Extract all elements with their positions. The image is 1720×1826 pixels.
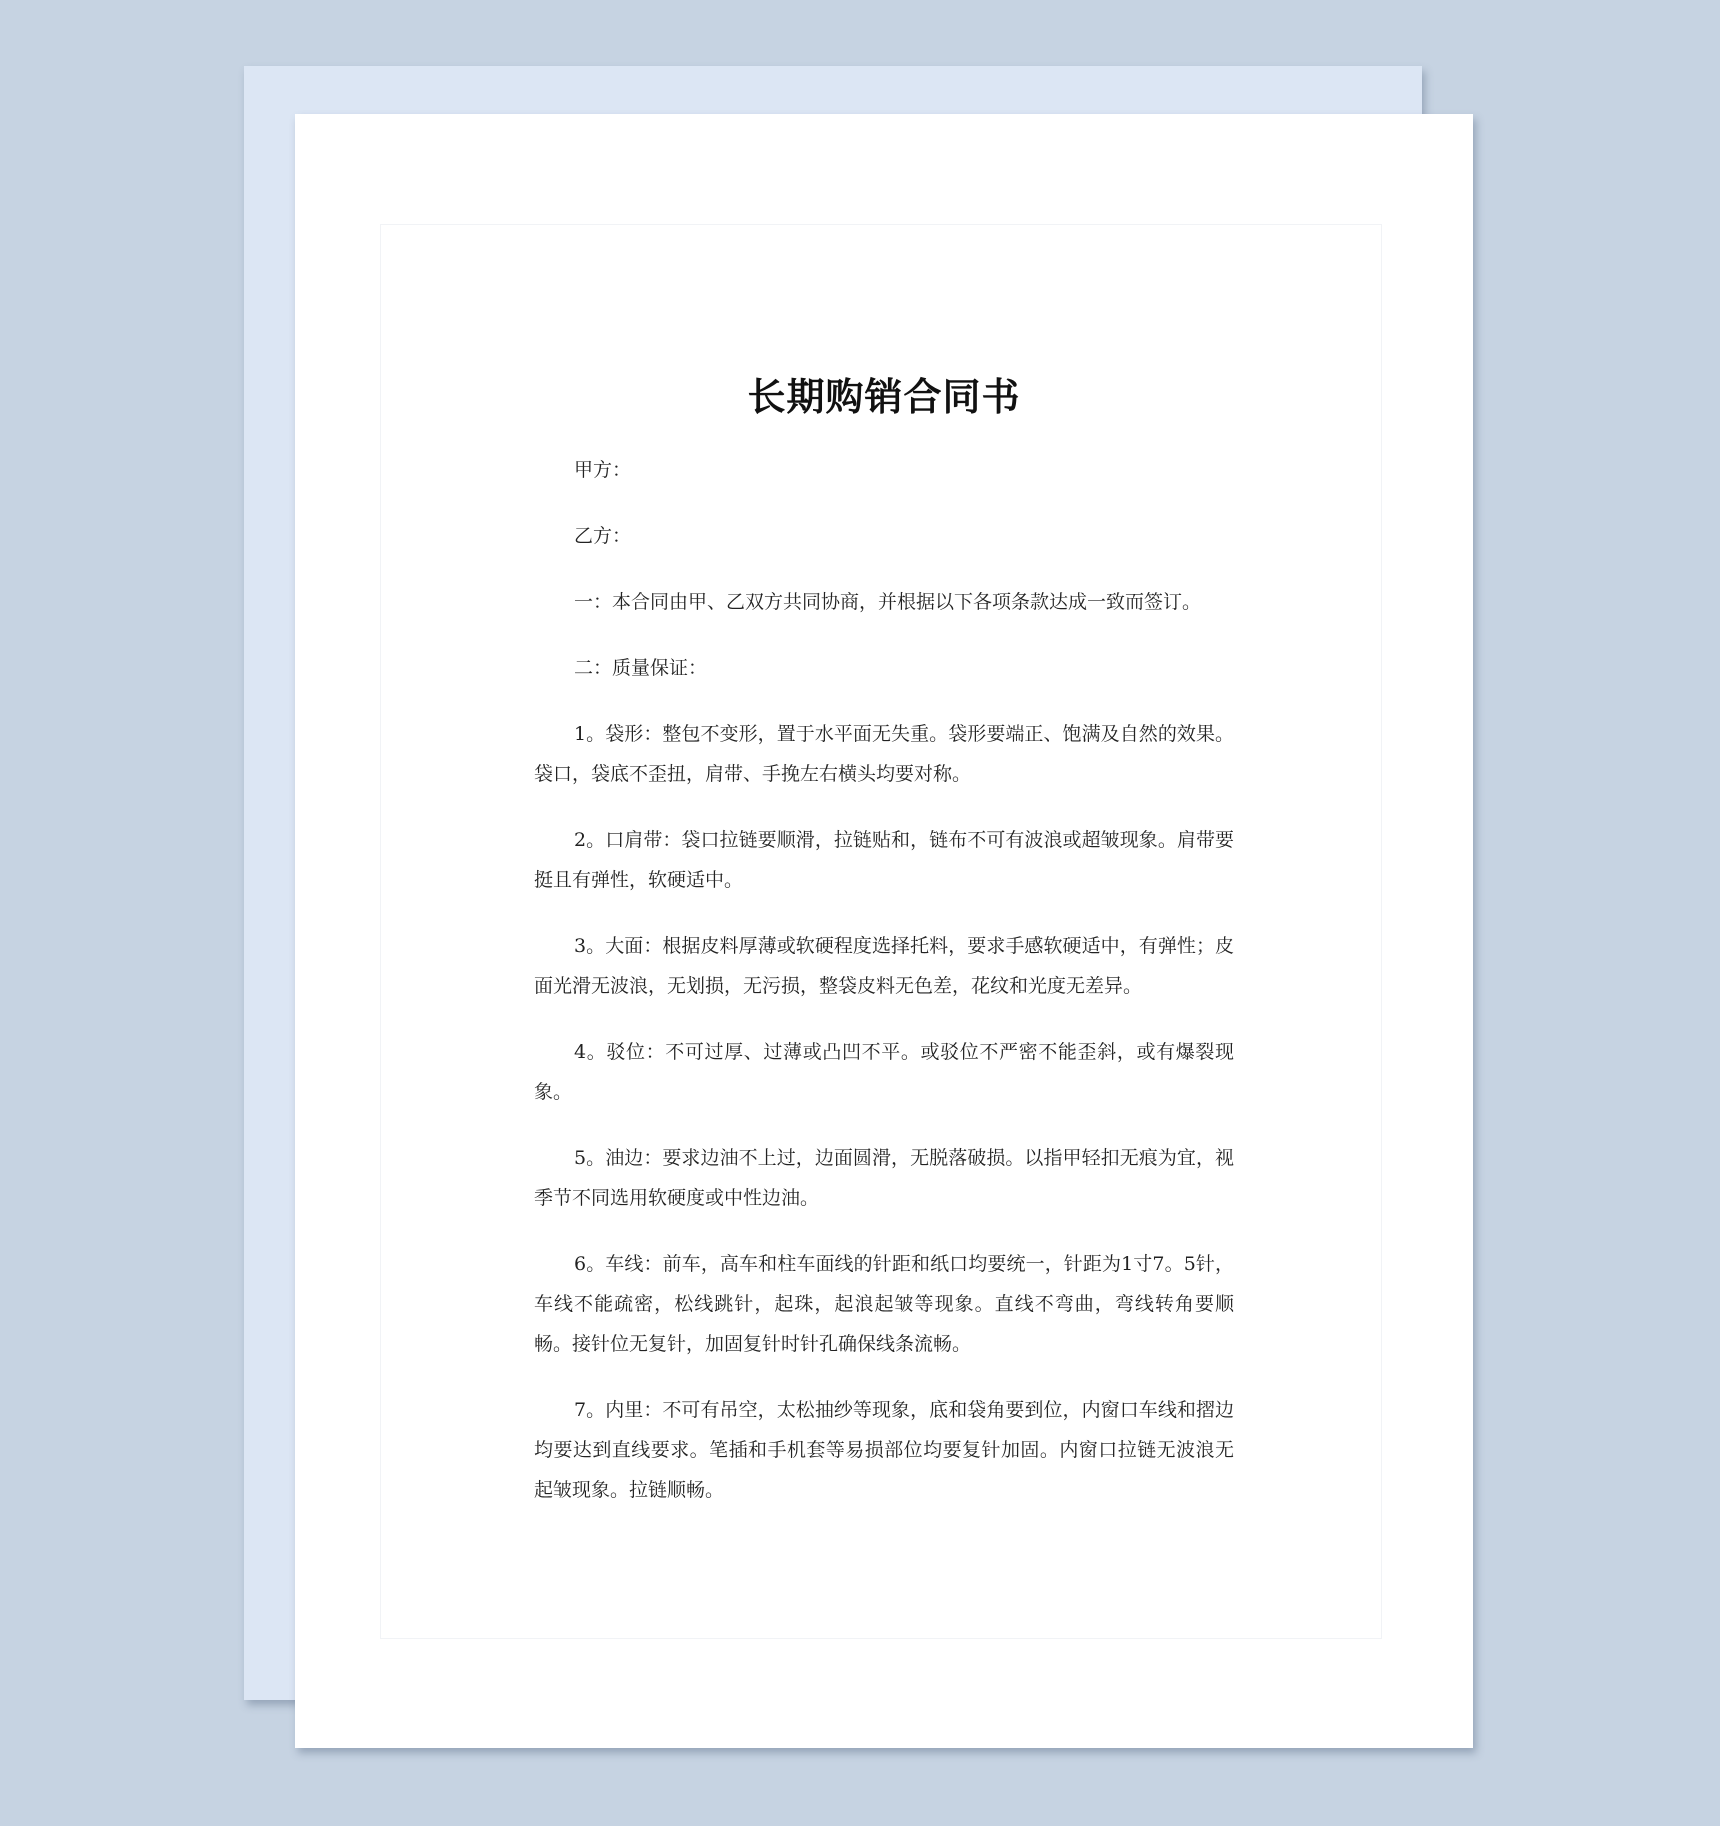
party-b-line: 乙方： — [574, 525, 632, 547]
quality-item: 3。大面：根据皮料厚薄或软硬程度选择托料，要求手感软硬适中，有弹性；皮面光滑无波浪，无划损，无污损，整袋皮料无色差，花纹和光度无差异。 — [534, 935, 1234, 997]
party-a-line: 甲方： — [574, 459, 632, 481]
document-body — [534, 450, 1234, 1536]
document-page — [295, 114, 1473, 1748]
quality-item: 5。油边：要求边油不上过，边面圆滑，无脱落破损。以指甲轻扣无痕为宜，视季节不同选用软硬度或中性边油。 — [534, 1147, 1234, 1209]
document-title: 长期购销合同书 — [747, 375, 1021, 419]
quality-item: 6。车线：前车，高车和柱车面线的针距和纸口均要统一，针距为1寸7。5针，车线不能疏密，松线跳针，起珠，起浪起皱等现象。直线不弯曲，弯线转角要顺畅。接针位无复针，加固复针时针孔确保线条流畅。 — [534, 1253, 1234, 1355]
quality-item: 2。口肩带：袋口拉链要顺滑，拉链贴和，链布不可有波浪或超皱现象。肩带要挺且有弹性，软硬适中。 — [534, 829, 1234, 891]
quality-item: 1。袋形：整包不变形，置于水平面无失重。袋形要端正、饱满及自然的效果。袋口，袋底不歪扭，肩带、手挽左右横头均要对称。 — [534, 723, 1234, 785]
quality-item: 4。驳位：不可过厚、过薄或凸凹不平。或驳位不严密不能歪斜，或有爆裂现象。 — [534, 1041, 1234, 1103]
clause-2-heading: 二：质量保证： — [574, 657, 708, 679]
clause-1: 一：本合同由甲、乙双方共同协商，并根据以下各项条款达成一致而签订。 — [574, 591, 1202, 613]
quality-item: 7。内里：不可有吊空，太松抽纱等现象，底和袋角要到位，内窗口车线和摺边均要达到直线要求。笔插和手机套等易损部位均要复针加固。内窗口拉链无波浪无起皱现象。拉链顺畅。 — [534, 1399, 1234, 1501]
